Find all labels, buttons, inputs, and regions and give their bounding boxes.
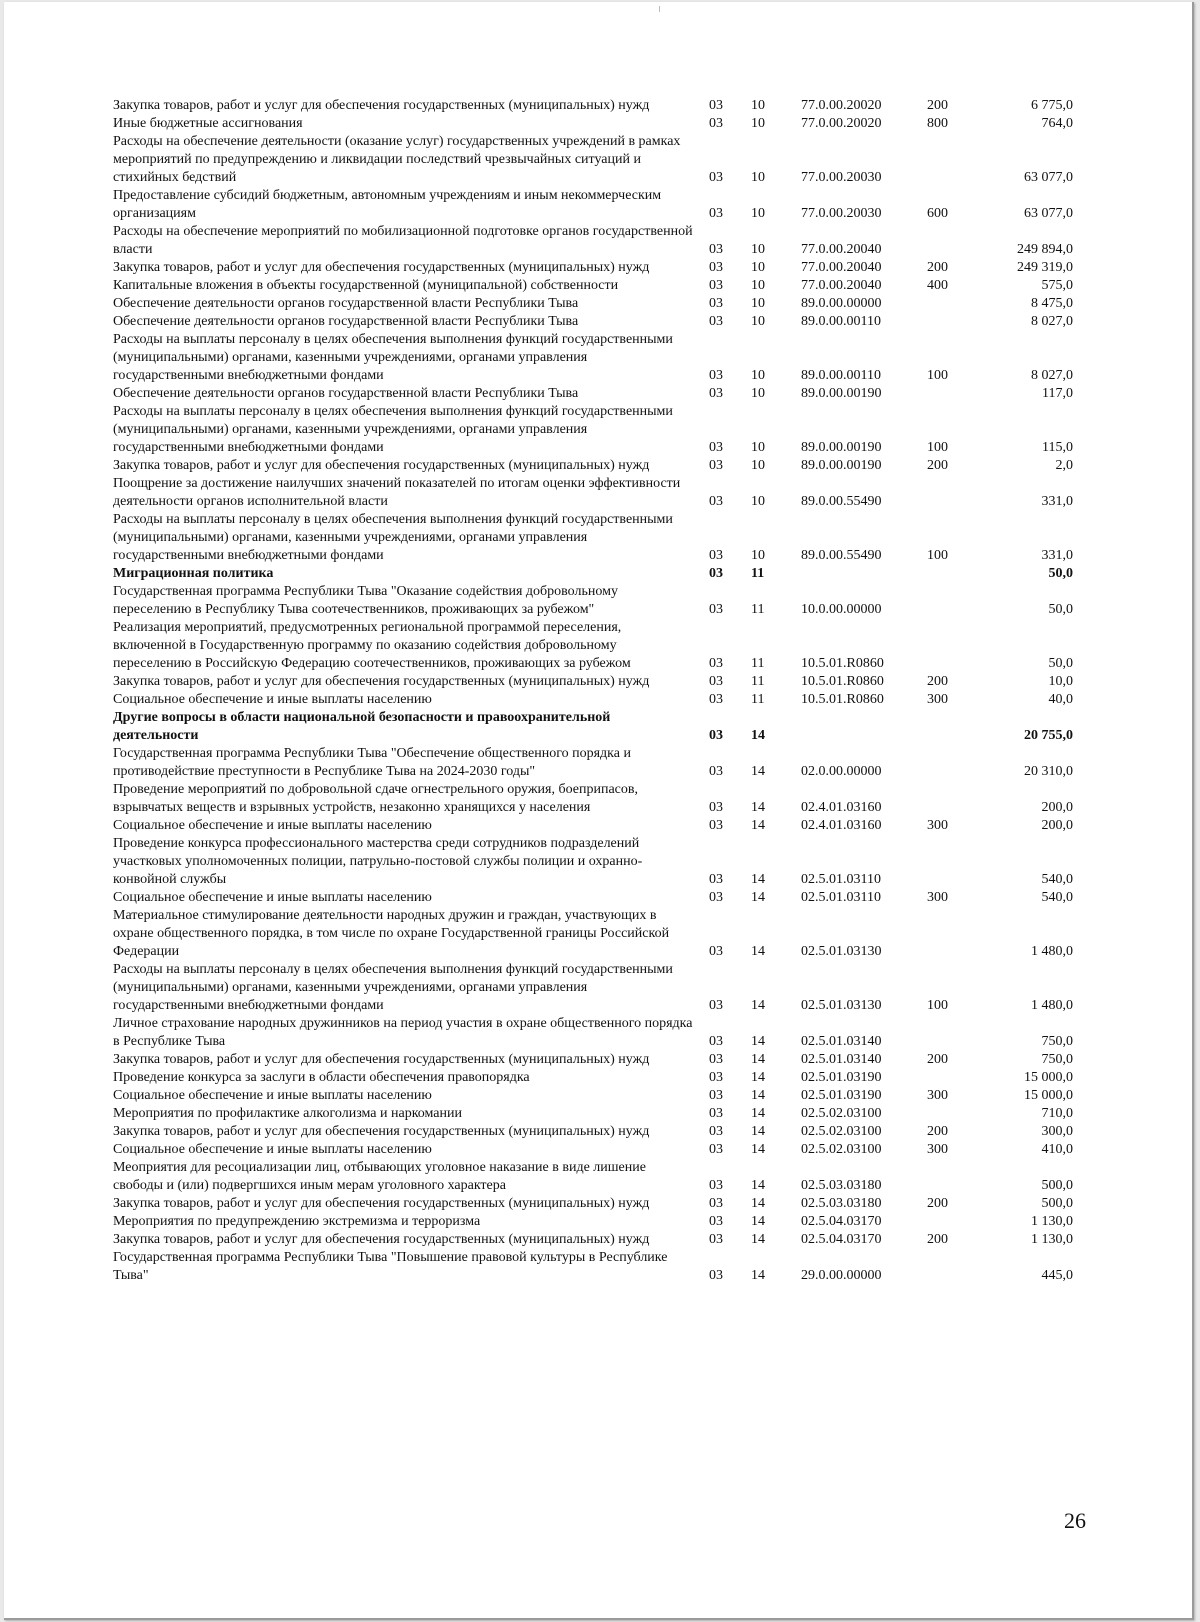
row-expense-type-cell: 300 bbox=[927, 1142, 948, 1157]
row-section-cell: 03 bbox=[709, 692, 723, 707]
table-row bbox=[113, 457, 1073, 475]
row-target-article-cell: 02.5.01.03110 bbox=[801, 890, 881, 905]
row-subsection-cell: 10 bbox=[751, 458, 765, 473]
row-name-cell: Закупка товаров, работ и услуг для обеспечения государственных (муниципальных) нужд bbox=[113, 260, 650, 275]
row-expense-type-cell bbox=[913, 583, 983, 619]
row-target-article-cell: 10.0.00.00000 bbox=[801, 602, 882, 617]
row-amount-cell: 20 755,0 bbox=[1024, 728, 1073, 743]
row-subsection-cell: 10 bbox=[751, 116, 765, 131]
row-subsection-cell: 14 bbox=[751, 944, 765, 959]
row-section-cell: 03 bbox=[709, 206, 723, 221]
row-name-cell: Закупка товаров, работ и услуг для обеспечения государственных (муниципальных) нужд bbox=[113, 1232, 650, 1247]
table-row bbox=[113, 1249, 1073, 1285]
row-subsection-cell: 10 bbox=[751, 494, 765, 509]
row-expense-type-cell: 200 bbox=[927, 674, 948, 689]
row-target-article-cell: 89.0.00.00190 bbox=[801, 386, 882, 401]
row-section-cell: 03 bbox=[709, 1124, 723, 1139]
row-amount-cell: 15 000,0 bbox=[1024, 1088, 1073, 1103]
row-amount-cell: 115,0 bbox=[1042, 440, 1073, 455]
row-expense-type-cell bbox=[913, 313, 983, 331]
row-name-cell: Миграционная политика bbox=[113, 566, 274, 581]
row-expense-type-cell: 200 bbox=[927, 1232, 948, 1247]
row-target-article-cell bbox=[791, 709, 913, 745]
row-name-cell: Расходы на выплаты персоналу в целях обеспечения выполнения функций государственными (муниципальными) органами, казенными учреждениями, органами управления государственными внебюджетными фондами bbox=[113, 512, 673, 563]
row-target-article-cell: 77.0.00.20040 bbox=[801, 260, 882, 275]
row-amount-cell: 50,0 bbox=[1048, 566, 1073, 581]
row-subsection-cell: 11 bbox=[751, 602, 765, 617]
row-amount-cell: 15 000,0 bbox=[1024, 1070, 1073, 1085]
table-row bbox=[113, 673, 1073, 691]
table-row bbox=[113, 817, 1073, 835]
row-target-article-cell: 02.5.02.03100 bbox=[801, 1142, 882, 1157]
row-subsection-cell: 14 bbox=[751, 1196, 765, 1211]
row-expense-type-cell bbox=[913, 619, 983, 673]
page-number: 26 bbox=[1064, 1508, 1086, 1533]
row-amount-cell: 10,0 bbox=[1048, 674, 1073, 689]
row-section-cell: 03 bbox=[709, 656, 723, 671]
row-section-cell: 03 bbox=[709, 260, 723, 275]
row-amount-cell: 540,0 bbox=[1041, 890, 1073, 905]
row-expense-type-cell bbox=[913, 565, 983, 583]
row-subsection-cell: 14 bbox=[751, 1088, 765, 1103]
table-row bbox=[113, 295, 1073, 313]
row-expense-type-cell bbox=[913, 295, 983, 313]
table-row bbox=[113, 511, 1073, 565]
row-name-cell: Обеспечение деятельности органов государственной власти Республики Тыва bbox=[113, 314, 579, 329]
row-name-cell: Мероприятия по предупреждению экстремизма и терроризма bbox=[113, 1214, 481, 1229]
row-expense-type-cell bbox=[913, 709, 983, 745]
row-name-cell: Проведение конкурса профессионального мастерства среди сотрудников подразделений участковых уполномоченных полиции, патрульно-постовой службы полиции и охранно-конвойной службы bbox=[113, 836, 643, 887]
row-target-article-cell: 10.5.01.R0860 bbox=[801, 692, 884, 707]
row-amount-cell: 1 480,0 bbox=[1031, 944, 1073, 959]
table-row bbox=[113, 259, 1073, 277]
row-name-cell: Проведение конкурса за заслуги в области обеспечения правопорядка bbox=[113, 1070, 530, 1085]
row-target-article-cell: 02.5.04.03170 bbox=[801, 1232, 882, 1247]
row-subsection-cell: 10 bbox=[751, 440, 765, 455]
row-subsection-cell: 10 bbox=[751, 242, 765, 257]
row-amount-cell: 200,0 bbox=[1041, 818, 1073, 833]
row-subsection-cell: 14 bbox=[751, 1214, 765, 1229]
table-row bbox=[113, 223, 1073, 259]
row-expense-type-cell: 200 bbox=[927, 1052, 948, 1067]
table-row bbox=[113, 133, 1073, 187]
table-row bbox=[113, 1195, 1073, 1213]
row-target-article-cell: 10.5.01.R0860 bbox=[801, 674, 884, 689]
row-section-cell: 03 bbox=[709, 1052, 723, 1067]
row-target-article-cell: 77.0.00.20040 bbox=[801, 242, 882, 257]
row-expense-type-cell: 400 bbox=[927, 278, 948, 293]
row-amount-cell: 117,0 bbox=[1042, 386, 1073, 401]
row-name-cell: Закупка товаров, работ и услуг для обеспечения государственных (муниципальных) нужд bbox=[113, 1052, 650, 1067]
row-target-article-cell: 02.5.01.03190 bbox=[801, 1070, 882, 1085]
row-name-cell: Государственная программа Республики Тыва "Обеспечение общественного порядка и противодействие преступности в Республике Тыва на 2024-2030 годы" bbox=[113, 746, 631, 779]
row-amount-cell: 249 894,0 bbox=[1017, 242, 1073, 257]
row-name-cell: Обеспечение деятельности органов государственной власти Республики Тыва bbox=[113, 386, 579, 401]
row-amount-cell: 710,0 bbox=[1041, 1106, 1073, 1121]
row-target-article-cell: 77.0.00.20020 bbox=[801, 116, 882, 131]
row-target-article-cell: 10.5.01.R0860 bbox=[801, 656, 884, 671]
row-section-cell: 03 bbox=[709, 368, 723, 383]
row-expense-type-cell: 100 bbox=[927, 368, 948, 383]
row-section-cell: 03 bbox=[709, 674, 723, 689]
row-expense-type-cell: 300 bbox=[927, 692, 948, 707]
row-expense-type-cell: 200 bbox=[927, 458, 948, 473]
row-name-cell: Социальное обеспечение и иные выплаты населению bbox=[113, 1088, 432, 1103]
row-target-article-cell: 02.5.01.03130 bbox=[801, 944, 882, 959]
row-amount-cell: 540,0 bbox=[1041, 872, 1073, 887]
row-expense-type-cell bbox=[913, 907, 983, 961]
row-amount-cell: 1 130,0 bbox=[1031, 1232, 1073, 1247]
row-subsection-cell: 11 bbox=[751, 566, 765, 581]
row-section-cell: 03 bbox=[709, 242, 723, 257]
table-row bbox=[113, 745, 1073, 781]
row-expense-type-cell bbox=[913, 1069, 983, 1087]
row-amount-cell: 8 027,0 bbox=[1031, 368, 1073, 383]
row-amount-cell: 6 775,0 bbox=[1031, 98, 1073, 113]
row-subsection-cell: 14 bbox=[751, 1124, 765, 1139]
row-name-cell: Закупка товаров, работ и услуг для обеспечения государственных (муниципальных) нужд bbox=[113, 1196, 650, 1211]
row-amount-cell: 249 319,0 bbox=[1017, 260, 1073, 275]
table-row bbox=[113, 313, 1073, 331]
row-amount-cell: 750,0 bbox=[1041, 1034, 1073, 1049]
row-expense-type-cell bbox=[913, 781, 983, 817]
row-target-article-cell: 77.0.00.20030 bbox=[801, 206, 882, 221]
row-target-article-cell: 02.0.00.00000 bbox=[801, 764, 882, 779]
row-expense-type-cell bbox=[913, 385, 983, 403]
row-name-cell: Закупка товаров, работ и услуг для обеспечения государственных (муниципальных) нужд bbox=[113, 98, 650, 113]
table-row bbox=[113, 781, 1073, 817]
row-subsection-cell: 14 bbox=[751, 1052, 765, 1067]
table-row bbox=[113, 565, 1073, 583]
row-target-article-cell: 89.0.00.00190 bbox=[801, 458, 882, 473]
row-amount-cell: 300,0 bbox=[1041, 1124, 1073, 1139]
table-row bbox=[113, 385, 1073, 403]
row-name-cell: Предоставление субсидий бюджетным, автономным учреждениям и иным некоммерческим организациям bbox=[113, 188, 662, 221]
row-subsection-cell: 10 bbox=[751, 260, 765, 275]
row-target-article-cell: 02.5.02.03100 bbox=[801, 1124, 882, 1139]
row-section-cell: 03 bbox=[709, 170, 723, 185]
row-subsection-cell: 10 bbox=[751, 548, 765, 563]
row-target-article-cell: 89.0.00.00190 bbox=[801, 440, 882, 455]
row-section-cell: 03 bbox=[709, 458, 723, 473]
row-target-article-cell: 77.0.00.20040 bbox=[801, 278, 882, 293]
row-name-cell: Закупка товаров, работ и услуг для обеспечения государственных (муниципальных) нужд bbox=[113, 1124, 650, 1139]
row-section-cell: 03 bbox=[709, 386, 723, 401]
row-target-article-cell: 29.0.00.00000 bbox=[801, 1268, 882, 1283]
row-name-cell: Социальное обеспечение и иные выплаты населению bbox=[113, 818, 432, 833]
row-subsection-cell: 14 bbox=[751, 1034, 765, 1049]
row-section-cell: 03 bbox=[709, 494, 723, 509]
table-row bbox=[113, 1231, 1073, 1249]
row-subsection-cell: 10 bbox=[751, 206, 765, 221]
table-row bbox=[113, 961, 1073, 1015]
row-name-cell: Другие вопросы в области национальной безопасности и правоохранительной деятельности bbox=[113, 710, 611, 743]
row-subsection-cell: 10 bbox=[751, 98, 765, 113]
row-expense-type-cell bbox=[913, 745, 983, 781]
row-target-article-cell: 77.0.00.20030 bbox=[801, 170, 882, 185]
row-target-article-cell: 02.5.01.03140 bbox=[801, 1052, 882, 1067]
row-section-cell: 03 bbox=[709, 602, 723, 617]
row-target-article-cell: 89.0.00.00110 bbox=[801, 314, 881, 329]
row-name-cell: Расходы на выплаты персоналу в целях обеспечения выполнения функций государственными (муниципальными) органами, казенными учреждениями, органами управления государственными внебюджетными фондами bbox=[113, 404, 673, 455]
row-name-cell: Расходы на выплаты персоналу в целях обеспечения выполнения функций государственными (муниципальными) органами, казенными учреждениями, органами управления государственными внебюджетными фондами bbox=[113, 332, 673, 383]
row-amount-cell: 575,0 bbox=[1041, 278, 1073, 293]
row-target-article-cell: 02.5.01.03110 bbox=[801, 872, 881, 887]
row-subsection-cell: 14 bbox=[751, 1142, 765, 1157]
row-target-article-cell: 02.5.02.03100 bbox=[801, 1106, 882, 1121]
row-name-cell: Реализация мероприятий, предусмотренных региональной программой переселения, включенной в Государственную программу по оказанию содействия добровольному переселению в Российскую Федерацию соотечественников, проживающих за рубежом bbox=[113, 620, 631, 671]
row-expense-type-cell: 300 bbox=[927, 818, 948, 833]
row-section-cell: 03 bbox=[709, 314, 723, 329]
row-subsection-cell: 14 bbox=[751, 1178, 765, 1193]
row-section-cell: 03 bbox=[709, 278, 723, 293]
row-expense-type-cell: 300 bbox=[927, 1088, 948, 1103]
row-name-cell: Проведение мероприятий по добровольной сдаче огнестрельного оружия, боеприпасов, взрывчатых веществ и взрывных устройств, незаконно хранящихся у населения bbox=[113, 782, 638, 815]
row-name-cell: Закупка товаров, работ и услуг для обеспечения государственных (муниципальных) нужд bbox=[113, 458, 650, 473]
row-expense-type-cell bbox=[913, 835, 983, 889]
table-row bbox=[113, 907, 1073, 961]
table-row bbox=[113, 331, 1073, 385]
row-subsection-cell: 10 bbox=[751, 278, 765, 293]
row-amount-cell: 50,0 bbox=[1048, 602, 1073, 617]
row-subsection-cell: 11 bbox=[751, 656, 765, 671]
row-name-cell: Меоприятия для ресоциализации лиц, отбывающих уголовное наказание в виде лишение свободы и (или) подвергшихся иным мерам уголовного характера bbox=[113, 1160, 646, 1193]
row-name-cell: Социальное обеспечение и иные выплаты населению bbox=[113, 1142, 432, 1157]
row-section-cell: 03 bbox=[709, 764, 723, 779]
row-amount-cell: 50,0 bbox=[1048, 656, 1073, 671]
row-section-cell: 03 bbox=[709, 1142, 723, 1157]
row-amount-cell: 1 480,0 bbox=[1031, 998, 1073, 1013]
row-amount-cell: 750,0 bbox=[1041, 1052, 1073, 1067]
table-row bbox=[113, 835, 1073, 889]
table-row bbox=[113, 1015, 1073, 1051]
row-amount-cell: 63 077,0 bbox=[1024, 206, 1073, 221]
row-subsection-cell: 14 bbox=[751, 890, 765, 905]
row-section-cell: 03 bbox=[709, 98, 723, 113]
table-row bbox=[113, 1123, 1073, 1141]
row-name-cell: Расходы на выплаты персоналу в целях обеспечения выполнения функций государственными (муниципальными) органами, казенными учреждениями, органами управления государственными внебюджетными фондами bbox=[113, 962, 673, 1013]
row-subsection-cell: 14 bbox=[751, 764, 765, 779]
table-row bbox=[113, 403, 1073, 457]
row-section-cell: 03 bbox=[709, 1178, 723, 1193]
row-target-article-cell: 02.5.01.03130 bbox=[801, 998, 882, 1013]
table-row bbox=[113, 709, 1073, 745]
row-subsection-cell: 14 bbox=[751, 800, 765, 815]
table-row bbox=[113, 97, 1073, 115]
row-expense-type-cell: 300 bbox=[927, 890, 948, 905]
row-expense-type-cell: 200 bbox=[927, 260, 948, 275]
row-section-cell: 03 bbox=[709, 440, 723, 455]
row-section-cell: 03 bbox=[709, 566, 723, 581]
row-section-cell: 03 bbox=[709, 818, 723, 833]
row-expense-type-cell: 800 bbox=[927, 116, 948, 131]
row-section-cell: 03 bbox=[709, 872, 723, 887]
row-name-cell: Социальное обеспечение и иные выплаты населению bbox=[113, 692, 432, 707]
row-section-cell: 03 bbox=[709, 548, 723, 563]
row-subsection-cell: 14 bbox=[751, 872, 765, 887]
row-section-cell: 03 bbox=[709, 1070, 723, 1085]
row-target-article-cell: 89.0.00.00110 bbox=[801, 368, 881, 383]
row-section-cell: 03 bbox=[709, 998, 723, 1013]
row-target-article-cell: 89.0.00.55490 bbox=[801, 494, 882, 509]
row-subsection-cell: 14 bbox=[751, 1268, 765, 1283]
row-expense-type-cell bbox=[913, 475, 983, 511]
row-name-cell: Личное страхование народных дружинников на период участия в охране общественного порядка в Республике Тыва bbox=[113, 1016, 693, 1049]
row-subsection-cell: 14 bbox=[751, 998, 765, 1013]
table-row bbox=[113, 1213, 1073, 1231]
row-subsection-cell: 10 bbox=[751, 296, 765, 311]
table-row bbox=[113, 1141, 1073, 1159]
row-amount-cell: 331,0 bbox=[1041, 548, 1073, 563]
row-section-cell: 03 bbox=[709, 116, 723, 131]
row-amount-cell: 40,0 bbox=[1048, 692, 1073, 707]
row-amount-cell: 20 310,0 bbox=[1024, 764, 1073, 779]
row-subsection-cell: 10 bbox=[751, 386, 765, 401]
row-subsection-cell: 14 bbox=[751, 1106, 765, 1121]
row-amount-cell: 8 475,0 bbox=[1031, 296, 1073, 311]
table-row bbox=[113, 277, 1073, 295]
row-target-article-cell: 89.0.00.55490 bbox=[801, 548, 882, 563]
table-row bbox=[113, 187, 1073, 223]
row-subsection-cell: 14 bbox=[751, 1070, 765, 1085]
row-section-cell: 03 bbox=[709, 890, 723, 905]
row-subsection-cell: 10 bbox=[751, 368, 765, 383]
row-subsection-cell: 14 bbox=[751, 1232, 765, 1247]
table-row bbox=[113, 475, 1073, 511]
table-row bbox=[113, 1159, 1073, 1195]
row-expense-type-cell bbox=[913, 1213, 983, 1231]
row-amount-cell: 445,0 bbox=[1041, 1268, 1073, 1283]
row-target-article-cell: 02.4.01.03160 bbox=[801, 800, 882, 815]
row-expense-type-cell: 100 bbox=[927, 998, 948, 1013]
row-expense-type-cell bbox=[913, 223, 983, 259]
row-name-cell: Государственная программа Республики Тыва "Оказание содействия добровольному переселению в Республику Тыва соотечественников, проживающих за рубежом" bbox=[113, 584, 618, 617]
row-name-cell: Материальное стимулирование деятельности народных дружин и граждан, участвующих в охране общественного порядка, в том числе по охране Государственной границы Российской Федерации bbox=[113, 908, 670, 959]
row-section-cell: 03 bbox=[709, 1196, 723, 1211]
row-subsection-cell: 14 bbox=[751, 818, 765, 833]
scan-artifact bbox=[659, 6, 660, 12]
row-expense-type-cell: 600 bbox=[927, 206, 948, 221]
row-section-cell: 03 bbox=[709, 800, 723, 815]
row-expense-type-cell: 200 bbox=[927, 1196, 948, 1211]
row-target-article-cell bbox=[791, 565, 913, 583]
table-row bbox=[113, 115, 1073, 133]
table-row bbox=[113, 1051, 1073, 1069]
row-amount-cell: 1 130,0 bbox=[1031, 1214, 1073, 1229]
row-target-article-cell: 02.4.01.03160 bbox=[801, 818, 882, 833]
row-target-article-cell: 02.5.03.03180 bbox=[801, 1196, 882, 1211]
row-section-cell: 03 bbox=[709, 1232, 723, 1247]
row-expense-type-cell bbox=[913, 1015, 983, 1051]
budget-table bbox=[113, 97, 1073, 1285]
row-amount-cell: 500,0 bbox=[1041, 1196, 1073, 1211]
row-name-cell: Капитальные вложения в объекты государственной (муниципальной) собственности bbox=[113, 278, 619, 293]
row-name-cell: Социальное обеспечение и иные выплаты населению bbox=[113, 890, 432, 905]
row-expense-type-cell: 200 bbox=[927, 98, 948, 113]
table-row bbox=[113, 1105, 1073, 1123]
row-name-cell: Обеспечение деятельности органов государственной власти Республики Тыва bbox=[113, 296, 579, 311]
row-expense-type-cell: 100 bbox=[927, 440, 948, 455]
row-name-cell: Иные бюджетные ассигнования bbox=[113, 116, 303, 131]
row-target-article-cell: 02.5.03.03180 bbox=[801, 1178, 882, 1193]
row-amount-cell: 331,0 bbox=[1041, 494, 1073, 509]
row-target-article-cell: 89.0.00.00000 bbox=[801, 296, 882, 311]
row-amount-cell: 63 077,0 bbox=[1024, 170, 1073, 185]
row-name-cell: Закупка товаров, работ и услуг для обеспечения государственных (муниципальных) нужд bbox=[113, 674, 650, 689]
row-amount-cell: 500,0 bbox=[1041, 1178, 1073, 1193]
row-subsection-cell: 10 bbox=[751, 314, 765, 329]
row-target-article-cell: 02.5.01.03140 bbox=[801, 1034, 882, 1049]
table-row bbox=[113, 583, 1073, 619]
table-row bbox=[113, 1087, 1073, 1105]
row-expense-type-cell bbox=[913, 1105, 983, 1123]
row-amount-cell: 764,0 bbox=[1041, 116, 1073, 131]
row-amount-cell: 410,0 bbox=[1041, 1142, 1073, 1157]
row-section-cell: 03 bbox=[709, 1088, 723, 1103]
row-expense-type-cell: 200 bbox=[927, 1124, 948, 1139]
row-subsection-cell: 11 bbox=[751, 674, 765, 689]
document-page bbox=[4, 2, 1194, 1620]
row-section-cell: 03 bbox=[709, 1214, 723, 1229]
row-name-cell: Расходы на обеспечение мероприятий по мобилизационной подготовке органов государственной власти bbox=[113, 224, 693, 257]
table-row bbox=[113, 889, 1073, 907]
table-row bbox=[113, 619, 1073, 673]
row-expense-type-cell bbox=[913, 133, 983, 187]
row-subsection-cell: 11 bbox=[751, 692, 765, 707]
row-section-cell: 03 bbox=[709, 1106, 723, 1121]
row-name-cell: Поощрение за достижение наилучших значений показателей по итогам оценки эффективности деятельности органов исполнительной власти bbox=[113, 476, 681, 509]
row-amount-cell: 8 027,0 bbox=[1031, 314, 1073, 329]
row-subsection-cell: 10 bbox=[751, 170, 765, 185]
row-target-article-cell: 02.5.04.03170 bbox=[801, 1214, 882, 1229]
row-amount-cell: 2,0 bbox=[1055, 458, 1073, 473]
row-expense-type-cell: 100 bbox=[927, 548, 948, 563]
table-row bbox=[113, 691, 1073, 709]
row-subsection-cell: 14 bbox=[751, 728, 765, 743]
row-section-cell: 03 bbox=[709, 944, 723, 959]
budget-table-body bbox=[113, 97, 1073, 1285]
row-expense-type-cell bbox=[913, 1249, 983, 1285]
row-name-cell: Расходы на обеспечение деятельности (оказание услуг) государственных учреждений в рамках мероприятий по предупреждению и ликвидации последствий чрезвычайных ситуаций и стихийных бедствий bbox=[113, 134, 681, 185]
row-amount-cell: 200,0 bbox=[1041, 800, 1073, 815]
row-section-cell: 03 bbox=[709, 1034, 723, 1049]
row-section-cell: 03 bbox=[709, 728, 723, 743]
row-name-cell: Государственная программа Республики Тыва "Повышение правовой культуры в Республике Тыва" bbox=[113, 1250, 668, 1283]
row-target-article-cell: 77.0.00.20020 bbox=[801, 98, 882, 113]
table-row bbox=[113, 1069, 1073, 1087]
row-section-cell: 03 bbox=[709, 296, 723, 311]
row-target-article-cell: 02.5.01.03190 bbox=[801, 1088, 882, 1103]
row-expense-type-cell bbox=[913, 1159, 983, 1195]
row-section-cell: 03 bbox=[709, 1268, 723, 1283]
row-name-cell: Мероприятия по профилактике алкоголизма и наркомании bbox=[113, 1106, 462, 1121]
